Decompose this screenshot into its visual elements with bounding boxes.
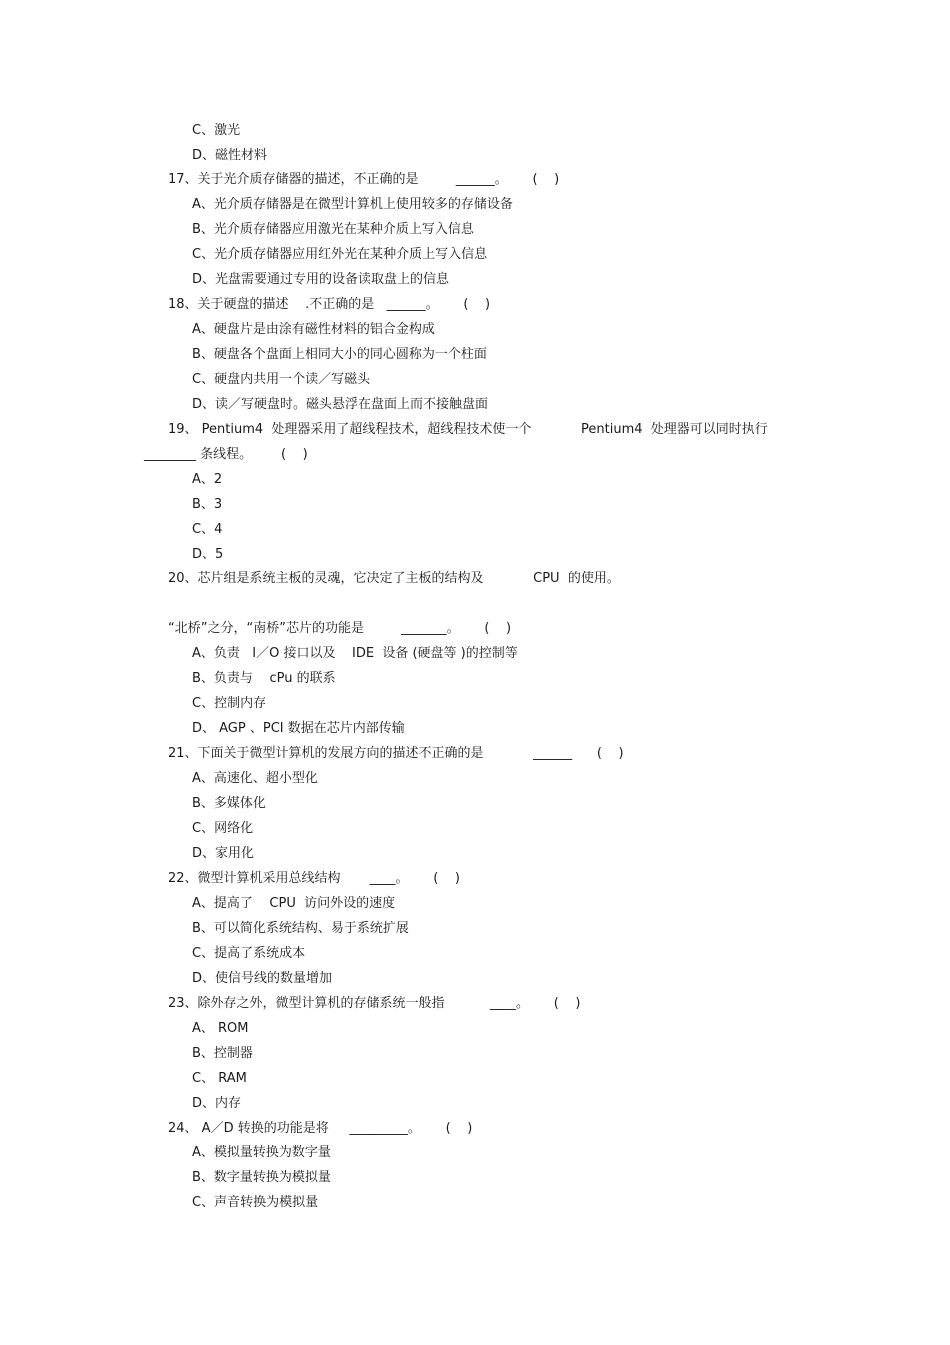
option-line: C、光介质存储器应用红外光在某种介质上写入信息: [192, 247, 488, 262]
option-line: B、可以简化系统结构、易于系统扩展: [192, 921, 409, 936]
option-line: D、5: [192, 547, 224, 562]
question-line: 20、芯片组是系统主板的灵魂，它决定了主板的结构及 CPU 的使用。: [168, 571, 620, 586]
option-line: D、磁性材料: [192, 148, 268, 163]
question-line: “北桥”之分，“南桥”芯片的功能是 _______。 ( ): [168, 621, 512, 636]
question-line: 18、关于硬盘的描述 .不正确的是 ______。 ( ): [168, 297, 491, 312]
option-line: C、 RAM: [192, 1071, 247, 1086]
option-line: D、家用化: [192, 846, 255, 861]
question-line: ________ 条线程。 ( ): [144, 447, 308, 462]
option-line: C、硬盘内共用一个读／写磁头: [192, 372, 371, 387]
option-line: B、数字量转换为模拟量: [192, 1170, 331, 1185]
option-line: D、使信号线的数量增加: [192, 971, 333, 986]
option-line: C、激光: [192, 123, 241, 138]
question-line: 17、关于光介质存储器的描述，不正确的是 ______。 ( ): [168, 172, 560, 187]
option-line: A、提高了 CPU 访问外设的速度: [192, 896, 396, 911]
option-line: B、控制器: [192, 1046, 253, 1061]
option-line: A、 ROM: [192, 1021, 249, 1036]
option-line: C、网络化: [192, 821, 254, 836]
option-line: A、负责 I／O 接口以及 IDE 设备 (硬盘等 )的控制等: [192, 646, 518, 661]
option-line: D、读／写硬盘时。磁头悬浮在盘面上而不接触盘面: [192, 397, 489, 412]
question-line: 23、除外存之外，微型计算机的存储系统一般指 ____。 ( ): [168, 996, 581, 1011]
option-line: D、内存: [192, 1096, 242, 1111]
option-line: A、模拟量转换为数字量: [192, 1145, 331, 1160]
question-line: 24、 A／D 转换的功能是将 _________。 ( ): [168, 1121, 473, 1136]
option-line: A、光介质存储器是在微型计算机上使用较多的存储设备: [192, 197, 513, 212]
option-line: A、高速化、超小型化: [192, 771, 318, 786]
option-line: B、负责与 cPu 的联系: [192, 671, 336, 686]
option-line: B、3: [192, 497, 223, 512]
option-line: D、光盘需要通过专用的设备读取盘上的信息: [192, 272, 450, 287]
option-line: B、光介质存储器应用激光在某种介质上写入信息: [192, 222, 474, 237]
option-line: C、提高了系统成本: [192, 946, 306, 961]
option-line: A、硬盘片是由涂有磁性材料的铝合金构成: [192, 322, 435, 337]
question-line: 19、 Pentium4 处理器采用了超线程技术，超线程技术使一个 Pentium4 处理器可以同时执行: [168, 422, 768, 437]
question-line: 22、微型计算机采用总线结构 ____。 ( ): [168, 871, 460, 886]
option-line: D、 AGP 、PCI 数据在芯片内部传输: [192, 721, 405, 736]
option-line: A、2: [192, 472, 223, 487]
option-line: C、4: [192, 522, 223, 537]
option-line: C、控制内存: [192, 696, 267, 711]
option-line: C、声音转换为模拟量: [192, 1195, 319, 1210]
option-line: B、多媒体化: [192, 796, 266, 811]
question-line: 21、下面关于微型计算机的发展方向的描述不正确的是 ______ ( ): [168, 746, 624, 761]
option-line: B、硬盘各个盘面上相同大小的同心圆称为一个柱面: [192, 347, 487, 362]
